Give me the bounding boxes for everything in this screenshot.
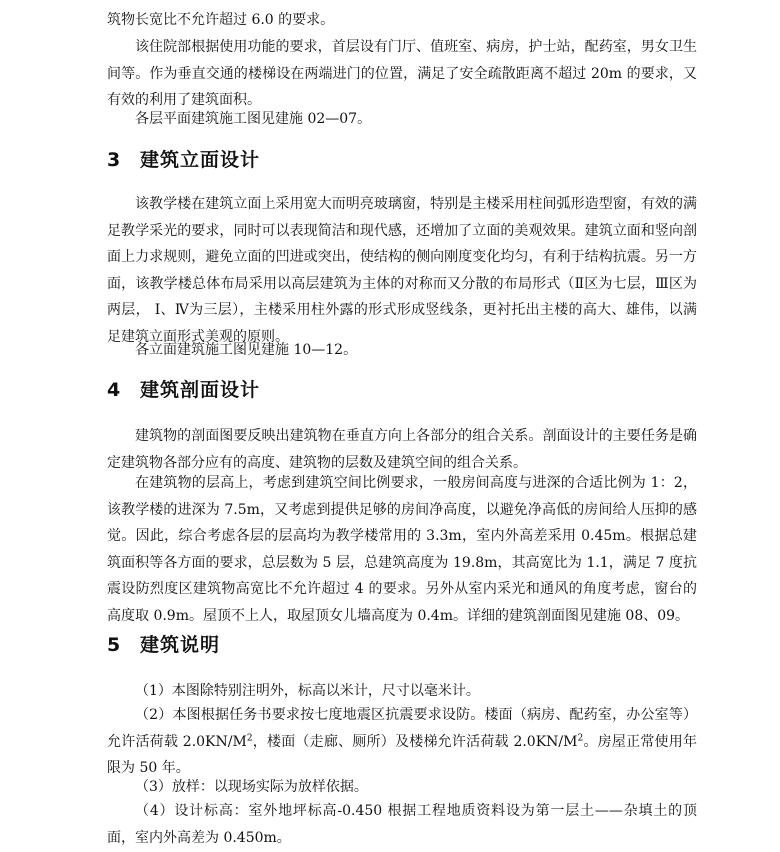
paragraph-elevation-ref: 各立面建筑施工图见建施 10—12。 [135,342,358,358]
paragraph-hospital-layout: 该住院部根据使用功能的要求，首层设有门厅、值班室、病房，护士站，配药室，男女卫生间等。作为垂直交通的楼梯设在两端进门的位置，满足了安全疏散距离不超过 20m 的要求，又有效的利用了建筑面积。 [107,39,697,108]
section-3-title: 建筑立面设计 [140,149,261,171]
note-item-1: （1）本图除特别注明外，标高以米计，尺寸以毫米计。 [135,683,480,699]
section-3-heading [107,148,260,172]
superscript-2: 2 [246,732,253,743]
section-5-heading [107,633,220,657]
section-3-number: 3 [107,149,122,171]
superscript-2: 2 [577,732,584,743]
note-item-3: （3）放样：以现场实际为放样依据。 [135,779,368,795]
paragraph-floor-height: 在建筑物的层高上，考虑到建筑空间比例要求，一般房间高度与进深的合适比例为 1：2，该教学楼的进深为 7.5m，又考虑到提供足够的房间净高度，以避免净高低的房间给人压抑的感觉。因此，综合考虑各层的层高均为教学楼常用的 3.3m，室内外高差采用 0.45m。根据总建筑面积等各方面的要求，总层数为 5 层，总建筑高度为 19.8m，其高宽比为 1.1，满足 7 度抗震设防烈度区建筑物高宽比不允许超过 4 的要求。另外从室内采光和通风的角度考虑，窗台的高度取 0.9m。屋顶不上人，取屋顶女儿墙高度为 0.4m。详细的建筑剖面图见建施 08、09。 [107,475,697,624]
note-item-2: （2）本图根据任务书要求按七度地震区抗震要求设防。楼面（病房、配药室，办公室等）允许活荷载 $2.0KN/M^2$，楼面（走廊、厕所）及楼梯允许活荷载 $2.0KN/M^2$。房屋正常使用年限为 50 年。 [107,707,697,776]
section-4-heading [107,378,260,402]
section-4-number: 4 [107,379,122,401]
paragraph-section-intro: 建筑物的剖面图要反映出建筑物在垂直方向上各部分的组合关系。剖面设计的主要任务是确定建筑物各部分应有的高度、建筑物的层数及建筑空间的组合关系。 [107,428,697,471]
section-5-title: 建筑说明 [140,634,221,656]
note-item-4: （4）设计标高：室外地坪标高-0.450 根据工程地质资料设为第一层土——杂填土的顶面，室内外高差为 0.450m。 [107,803,697,846]
paragraph-section2-tail: 筑物长宽比不允许超过 6.0 的要求。 [107,12,335,28]
section-5-number: 5 [107,634,122,656]
paragraph-elevation-design: 该教学楼在建筑立面上采用宽大而明亮玻璃窗，特别是主楼采用柱间弧形造型窗，有效的满足教学采光的要求，同时可以表现简洁和现代感，还增加了立面的美观效果。建筑立面和竖向剖面上力求规则，避免立面的凹进或突出，使结构的侧向刚度变化均匀，有利于结构抗震。另一方面，该教学楼总体布局采用以高层建筑为主体的对称而又分散的布局形式（Ⅱ区为七层，Ⅲ区为两层， Ⅰ、Ⅳ为三层），主楼采用柱外露的形式形成竖线条，更衬托出主楼的高大、雄伟，以满足建筑立面形式美观的原则。 [107,196,697,345]
section-4-title: 建筑剖面设计 [140,379,261,401]
paragraph-floor-plan-ref: 各层平面建筑施工图见建施 02—07。 [135,111,372,127]
